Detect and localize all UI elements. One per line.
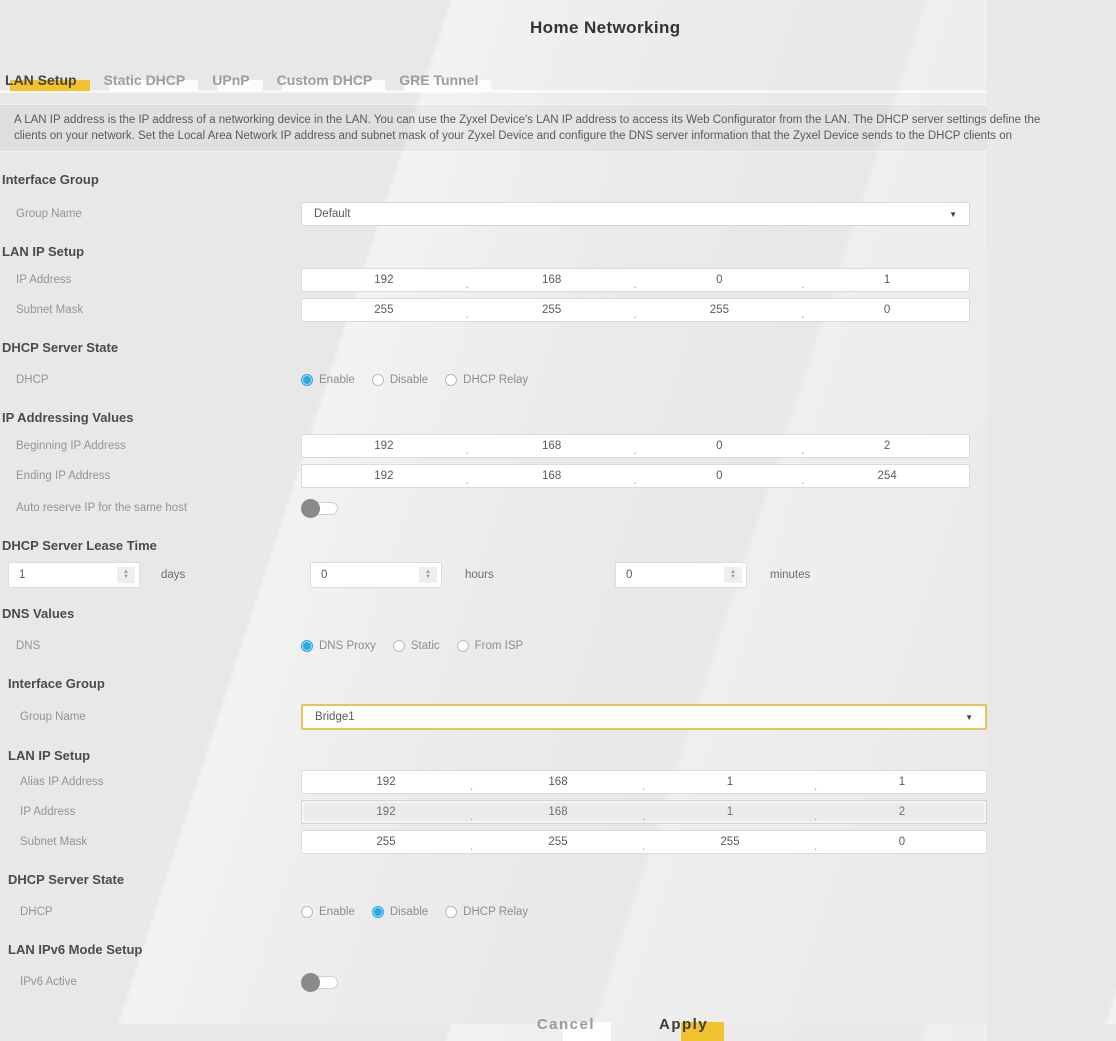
ip-octet[interactable]: 168 (542, 440, 562, 452)
ip-octet: 192 (376, 806, 396, 818)
lease-minutes-unit: minutes (770, 569, 811, 581)
footer-actions (129, 1016, 1116, 1033)
lease-hours-stepper[interactable] (310, 562, 442, 588)
ip-octet[interactable]: 255 (542, 304, 562, 316)
radio-dhcp-disable[interactable] (372, 374, 428, 386)
info-banner (0, 104, 1041, 152)
ip-octet: 168 (548, 806, 568, 818)
radio-label: Static (410, 640, 440, 652)
octet-separator: . (470, 841, 474, 853)
alias-ip-label: Alias IP Address (20, 776, 104, 788)
radio-checked-icon (301, 374, 313, 386)
radio-checked-icon (301, 640, 313, 652)
ip-octet[interactable]: 2 (883, 440, 891, 452)
row-dhcp-2 (0, 900, 987, 924)
ip-octet[interactable]: 255 (720, 836, 740, 848)
page-header (0, 0, 987, 52)
radio-dns-static[interactable] (393, 640, 440, 652)
group-name-value: Default (314, 208, 351, 220)
section-interface-group-2: Interface Group (8, 676, 105, 691)
octet-separator: . (642, 841, 646, 853)
ip-octet[interactable]: 0 (716, 440, 723, 452)
auto-reserve-toggle[interactable] (301, 499, 339, 518)
octet-separator: . (801, 445, 805, 457)
chevron-down-icon: ▼ (965, 712, 973, 722)
ip-octet[interactable]: 0 (898, 836, 906, 848)
radio-unchecked-icon (445, 906, 457, 918)
octet-separator: . (801, 279, 805, 291)
radio-unchecked-icon (301, 906, 313, 918)
octet-separator: . (465, 309, 469, 321)
bridge-group-panel (0, 676, 987, 994)
ip-octet[interactable]: 255 (548, 836, 568, 848)
ip-address-label: IP Address (16, 274, 72, 286)
ip-octet[interactable]: 168 (542, 470, 562, 482)
octet-separator: . (470, 781, 474, 793)
ip-octet[interactable]: 192 (374, 274, 394, 286)
tab-lan-setup[interactable]: LAN Setup (5, 72, 77, 88)
octet-separator: . (465, 445, 469, 457)
page-title: Home Networking (530, 18, 681, 37)
subnet-mask-label: Subnet Mask (16, 304, 84, 316)
lease-days-stepper[interactable] (8, 562, 140, 588)
ipv6-active-label: IPv6 Active (20, 976, 77, 988)
section-dhcp-server-state: DHCP Server State (2, 340, 119, 355)
toggle-knob (301, 499, 320, 518)
ipv6-active-toggle[interactable] (301, 973, 339, 992)
octet-separator: . (642, 781, 646, 793)
ip-octet[interactable]: 192 (374, 440, 394, 452)
lease-minutes-value: 0 (626, 569, 633, 581)
cancel-button[interactable]: Cancel (536, 1016, 596, 1033)
group-name-value: Bridge1 (315, 711, 355, 723)
beginning-ip-label: Beginning IP Address (16, 440, 126, 452)
ip-octet[interactable]: 1 (726, 776, 734, 788)
ip-address-label: IP Address (20, 806, 76, 818)
toggle-knob (301, 973, 320, 992)
ip-octet[interactable]: 168 (542, 274, 562, 286)
radio-label: Disable (389, 374, 429, 386)
lease-hours-unit: hours (465, 569, 494, 581)
row-ip-address (0, 268, 987, 292)
subnet-mask-input[interactable] (301, 298, 970, 322)
radio-dhcp-relay[interactable] (445, 374, 528, 386)
section-dns-values: DNS Values (2, 606, 75, 621)
octet-separator: . (801, 475, 805, 487)
row-ipv6-active (0, 970, 987, 994)
ip-octet[interactable]: 0 (883, 304, 891, 316)
radio-label: Disable (389, 906, 429, 918)
info-line-1: A LAN IP address is the IP address of a networking device in the LAN. You can use the Zyxel Device's LAN IP address to access its Web Configurator from the LAN. The DHCP server settings define the (14, 114, 1041, 126)
group-name-label: Group Name (16, 208, 82, 220)
radio-label: From ISP (474, 640, 524, 652)
ip-octet[interactable]: 255 (374, 304, 394, 316)
ip-octet: 2 (898, 806, 906, 818)
group-name-select-bridge[interactable] (301, 704, 987, 730)
radio-unchecked-icon (393, 640, 405, 652)
section-lan-ip-setup: LAN IP Setup (2, 244, 85, 259)
section-lease-time: DHCP Server Lease Time (2, 538, 157, 553)
row-group-name-2 (0, 704, 987, 730)
radio-dhcp-enable[interactable] (301, 374, 355, 386)
dns-radio-group (301, 640, 970, 652)
dhcp-radio-group (301, 374, 970, 386)
row-subnet-mask-2 (0, 830, 987, 854)
group-name-label: Group Name (20, 711, 86, 723)
radio-label: Enable (319, 906, 355, 918)
octet-separator: . (633, 475, 637, 487)
radio-unchecked-icon (445, 374, 457, 386)
ip-octet: 1 (726, 806, 734, 818)
ip-octet[interactable]: 168 (548, 776, 568, 788)
octet-separator: . (814, 841, 818, 853)
lease-days-value: 1 (19, 569, 26, 581)
section-lan-ip-setup-2: LAN IP Setup (8, 748, 91, 763)
row-alias-ip (0, 770, 987, 794)
octet-separator: . (814, 811, 818, 823)
radio-label: DNS Proxy (319, 640, 376, 652)
ip-octet[interactable]: 254 (877, 470, 897, 482)
subnet-mask-input-bridge[interactable] (301, 830, 987, 854)
ip-octet[interactable]: 192 (376, 776, 396, 788)
radio-label: DHCP Relay (463, 374, 529, 386)
spinner-arrows-icon[interactable]: ▲ ▼ (724, 567, 742, 583)
radio-checked-icon (372, 906, 384, 918)
beginning-ip-input[interactable] (301, 434, 970, 458)
section-interface-group: Interface Group (2, 172, 99, 187)
dhcp-label: DHCP (20, 906, 53, 918)
chevron-down-icon: ▼ (949, 209, 957, 219)
ip-octet[interactable]: 0 (716, 470, 723, 482)
alias-ip-input[interactable] (301, 770, 987, 794)
octet-separator: . (633, 445, 637, 457)
row-ip-address-2 (0, 800, 987, 824)
octet-separator: . (814, 781, 818, 793)
info-line-2: clients on your network. Set the Local Area Network IP address and subnet mask of your Zyxel Device and configure the DNS server information that the Zyxel Device sends to the DHCP clients on (14, 130, 1013, 142)
row-lease-time (8, 562, 987, 588)
row-dhcp (0, 368, 987, 392)
ip-octet[interactable]: 255 (709, 304, 729, 316)
dhcp-label: DHCP (16, 374, 49, 386)
ip-address-input-disabled (301, 800, 987, 824)
radio-dhcp-relay-bridge[interactable] (445, 906, 528, 918)
lease-hours-value: 0 (321, 569, 328, 581)
octet-separator: . (470, 811, 474, 823)
dns-label: DNS (16, 640, 41, 652)
group-name-select[interactable] (301, 202, 970, 226)
ending-ip-label: Ending IP Address (16, 470, 111, 482)
ip-octet[interactable]: 192 (374, 470, 394, 482)
radio-unchecked-icon (372, 374, 384, 386)
tab-custom-dhcp[interactable]: Custom DHCP (276, 72, 373, 88)
row-subnet-mask (0, 298, 987, 322)
row-ending-ip (0, 464, 987, 488)
radio-label: DHCP Relay (463, 906, 529, 918)
subnet-mask-label: Subnet Mask (20, 836, 88, 848)
tab-static-dhcp[interactable]: Static DHCP (103, 72, 186, 88)
radio-dhcp-enable-bridge[interactable] (301, 906, 355, 918)
radio-dns-from-isp[interactable] (457, 640, 524, 652)
dhcp-radio-group-bridge (301, 906, 987, 918)
section-lan-ipv6-mode: LAN IPv6 Mode Setup (8, 942, 143, 957)
ending-ip-input[interactable] (301, 464, 970, 488)
tab-upnp[interactable]: UPnP (212, 72, 250, 88)
ip-octet[interactable]: 0 (716, 274, 723, 286)
octet-separator: . (633, 279, 637, 291)
auto-reserve-label: Auto reserve IP for the same host (16, 502, 188, 514)
radio-unchecked-icon (457, 640, 469, 652)
octet-separator: . (633, 309, 637, 321)
octet-separator: . (465, 475, 469, 487)
ip-octet[interactable]: 1 (898, 776, 906, 788)
ip-octet[interactable]: 1 (883, 274, 891, 286)
row-group-name (0, 202, 987, 226)
row-auto-reserve (0, 496, 987, 520)
spinner-arrows-icon[interactable]: ▲ ▼ (419, 567, 437, 583)
row-dns (0, 634, 987, 658)
octet-separator: . (465, 279, 469, 291)
tab-gre-tunnel[interactable]: GRE Tunnel (399, 72, 479, 88)
radio-dhcp-disable-bridge[interactable] (372, 906, 428, 918)
lease-minutes-stepper[interactable] (615, 562, 747, 588)
radio-dns-proxy[interactable] (301, 640, 376, 652)
section-ip-addressing-values: IP Addressing Values (2, 410, 134, 425)
lease-days-unit: days (161, 569, 186, 581)
radio-label: Enable (319, 374, 355, 386)
tab-bar (5, 68, 987, 88)
ip-address-input[interactable] (301, 268, 970, 292)
octet-separator: . (801, 309, 805, 321)
spinner-arrows-icon[interactable]: ▲ ▼ (117, 567, 135, 583)
row-beginning-ip (0, 434, 987, 458)
apply-button[interactable]: Apply (659, 1016, 709, 1033)
octet-separator: . (642, 811, 646, 823)
section-dhcp-server-state-2: DHCP Server State (8, 872, 125, 887)
ip-octet[interactable]: 255 (376, 836, 396, 848)
